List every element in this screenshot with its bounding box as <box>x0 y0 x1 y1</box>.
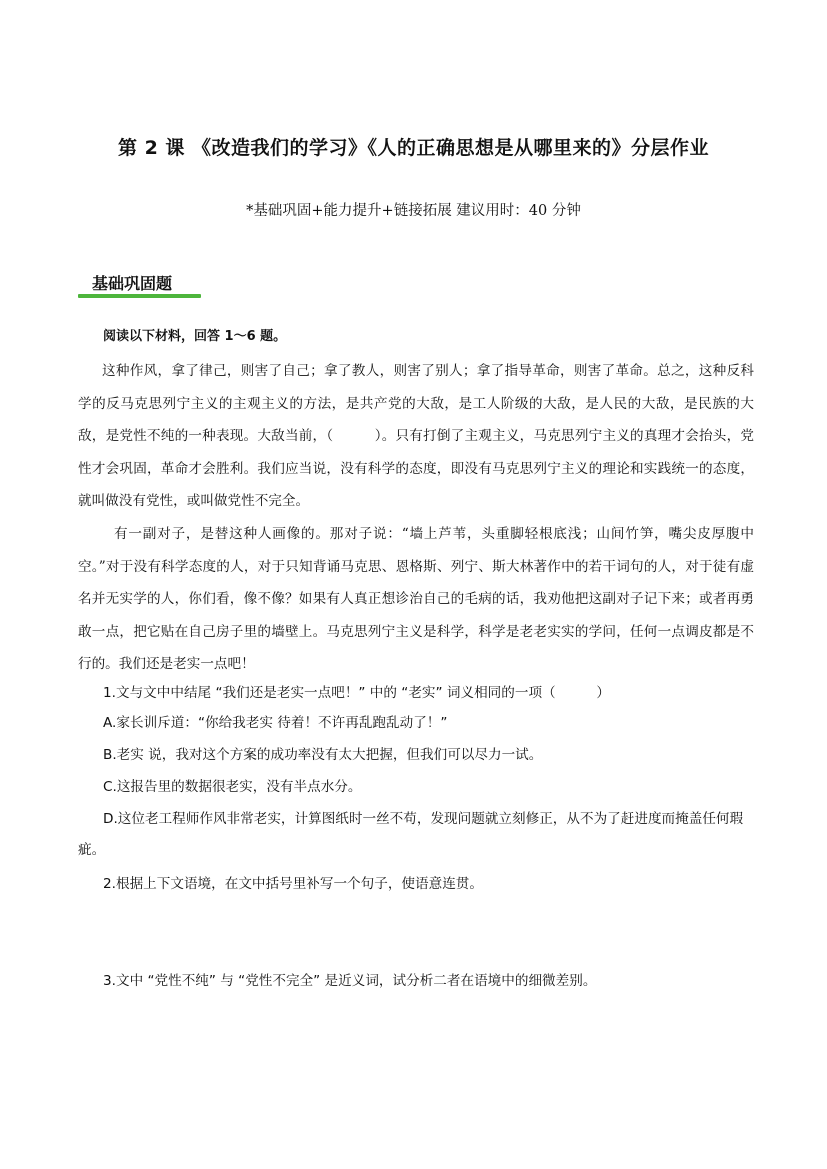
question-3: 3.文中 “党性不纯” 与 “党性不完全” 是近义词，试分析二者在语境中的细微差别。 <box>103 973 597 989</box>
question-1-option-d: D.这位老工程师作风非常老实，计算图纸时一丝不苟，发现问题就立刻修正，从不为了赶进度而掩盖任何瑕疵。 <box>78 811 744 858</box>
passage-paragraph-2: 有一副对子，是替这种人画像的。那对子说：“墙上芦苇，头重脚轻根底浅；山间竹笋，嘴尖皮厚腹中空。”对于没有科学态度的人，对于只知背诵马克思、恩格斯、列宁、斯大林著作中的若干词句的人，对于徒有虚名并无实学的人，你们看，像不像？如果有人真正想诊治自己的毛病的话，我劝他把这副对子记下来；或者再勇敢一点，把它贴在自己房子里的墙壁上。马克思列宁主义是科学，科学是老老实实的学问，任何一点调皮都是不行的。我们还是老实一点吧！ <box>78 526 754 672</box>
page-title: 第 2 课 《改造我们的学习》《人的正确思想是从哪里来的》分层作业 <box>117 137 710 159</box>
section-underline <box>78 294 201 298</box>
reading-instruction: 阅读以下材料，回答 1～6 题。 <box>103 329 287 344</box>
question-1: 1.文与文中中结尾 “我们还是老实一点吧！” 中的 “老实” 词义相同的一项（ ） <box>103 685 611 701</box>
question-1-option-b: B.老实 说，我对这个方案的成功率没有太大把握，但我们可以尽力一试。 <box>103 747 543 763</box>
question-1-option-c: C.这报告里的数据很老实，没有半点水分。 <box>103 779 362 795</box>
question-2: 2.根据上下文语境，在文中括号里补写一个句子，使语意连贯。 <box>103 876 483 892</box>
section-heading: 基础巩固题 <box>92 274 173 293</box>
page-subtitle: *基础巩固+能力提升+链接拓展 建议用时：40 分钟 <box>246 203 581 219</box>
question-1-option-a: A.家长训斥道：“你给我老实 待着！不许再乱跑乱动了！” <box>103 715 448 731</box>
passage-paragraph-1: 这种作风，拿了律己，则害了自己；拿了教人，则害了别人；拿了指导革命，则害了革命。总之，这种反科学的反马克思列宁主义的主观主义的方法，是共产党的大敌，是工人阶级的大敌，是人民的大敌，是民族的大敌，是党性不纯的一种表现。大敌当前，（ ）。只有打倒了主观主义，马克思列宁主义的真理才会抬头，党性才会巩固，革命才会胜利。我们应当说，没有科学的态度，即没有马克思列宁主义的理论和实践统一的态度，就叫做没有党性，或叫做党性不完全。 <box>78 363 754 509</box>
